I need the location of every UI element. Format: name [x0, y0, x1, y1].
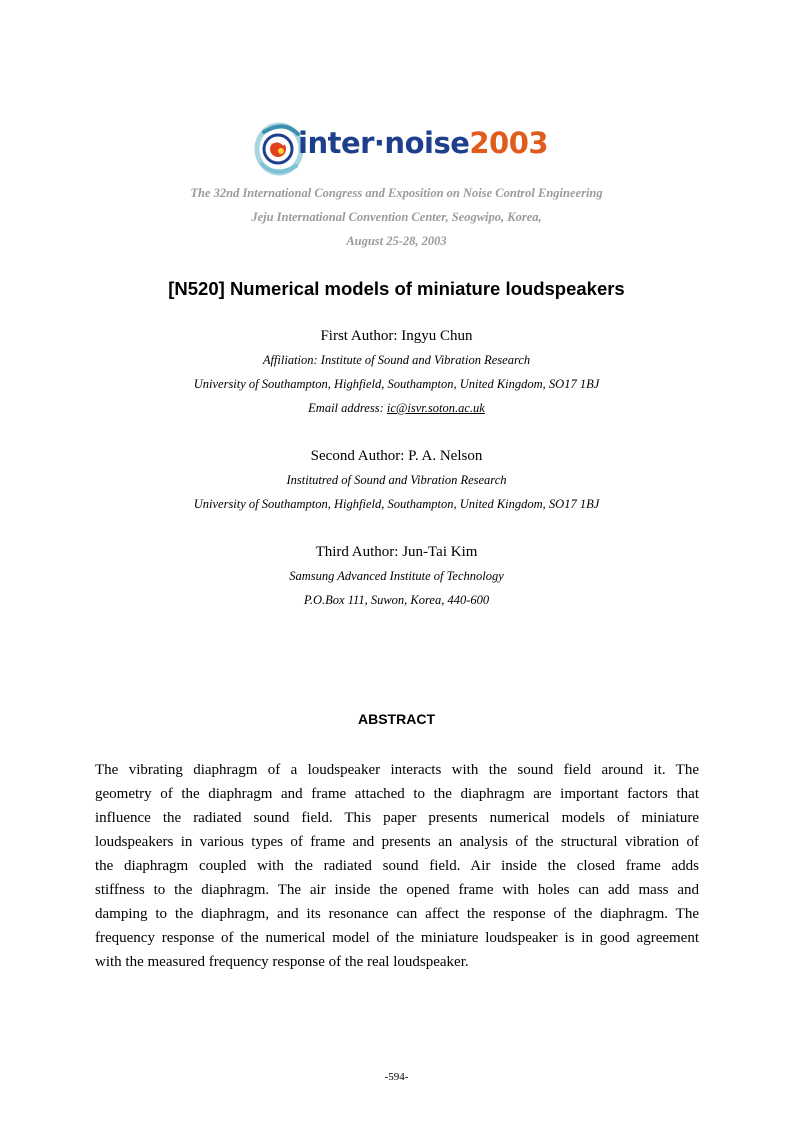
conference-logo: [254, 120, 549, 178]
second-author-affiliation: Institutred of Sound and Vibration Research: [286, 473, 507, 487]
abstract-line: The vibrating diaphragm of a loudspeaker interacts with the sound field around it. The: [95, 762, 699, 778]
conference-dates: August 25-28, 2003: [346, 234, 447, 248]
first-author-address: University of Southampton, Highfield, Southampton, United Kingdom, SO17 1BJ: [193, 377, 600, 391]
third-author-address: P.O.Box 111, Suwon, Korea, 440-600: [303, 593, 490, 607]
abstract-body: [95, 758, 699, 974]
email-link[interactable]: ic@isvr.soton.ac.uk: [386, 401, 485, 415]
third-author-name: Third Author: Jun-Tai Kim: [315, 544, 478, 560]
first-author-affiliation: Affiliation: Institute of Sound and Vibration Research: [262, 353, 531, 367]
abstract-line: with the measured frequency response of the real loudspeaker.: [95, 954, 469, 970]
first-author-email-line: [0, 401, 793, 416]
abstract-line: damping to the diaphragm, and its resonance can affect the response of the diaphragm. The: [95, 906, 699, 922]
abstract-line: stiffness to the diaphragm. The air inside the opened frame with holes can add mass and: [95, 882, 699, 898]
abstract-line: frequency response of the numerical model of the miniature loudspeaker is in good agreement: [95, 930, 699, 946]
paper-title: [N520] Numerical models of miniature loudspeakers: [168, 278, 625, 299]
abstract-line: influence the radiated sound field. This paper presents numerical models of miniature: [95, 810, 699, 826]
logo-wordmark: [298, 126, 549, 160]
email-label: Email address:: [308, 401, 387, 415]
abstract-line: the diaphragm coupled with the radiated sound field. Air inside the closed frame adds: [95, 858, 699, 874]
logo-text-year: 2003: [469, 126, 549, 160]
second-author-name: Second Author: P. A. Nelson: [310, 448, 483, 464]
second-author-address: University of Southampton, Highfield, Southampton, United Kingdom, SO17 1BJ: [193, 497, 600, 511]
third-author-affiliation: Samsung Advanced Institute of Technology: [289, 569, 504, 583]
conference-name: The 32nd International Congress and Exposition on Noise Control Engineering: [190, 186, 603, 200]
logo-text-name: inter·noise: [298, 126, 470, 160]
page-number: -594-: [384, 1071, 409, 1083]
abstract-line: loudspeakers in various types of frame and presents an analysis of the structural vibration of: [95, 834, 699, 850]
conference-venue: Jeju International Convention Center, Seogwipo, Korea,: [251, 210, 542, 224]
first-author-name: First Author: Ingyu Chun: [320, 328, 473, 344]
abstract-line: geometry of the diaphragm and frame attached to the diaphragm are important factors that: [95, 786, 699, 802]
abstract-heading: ABSTRACT: [358, 711, 435, 727]
